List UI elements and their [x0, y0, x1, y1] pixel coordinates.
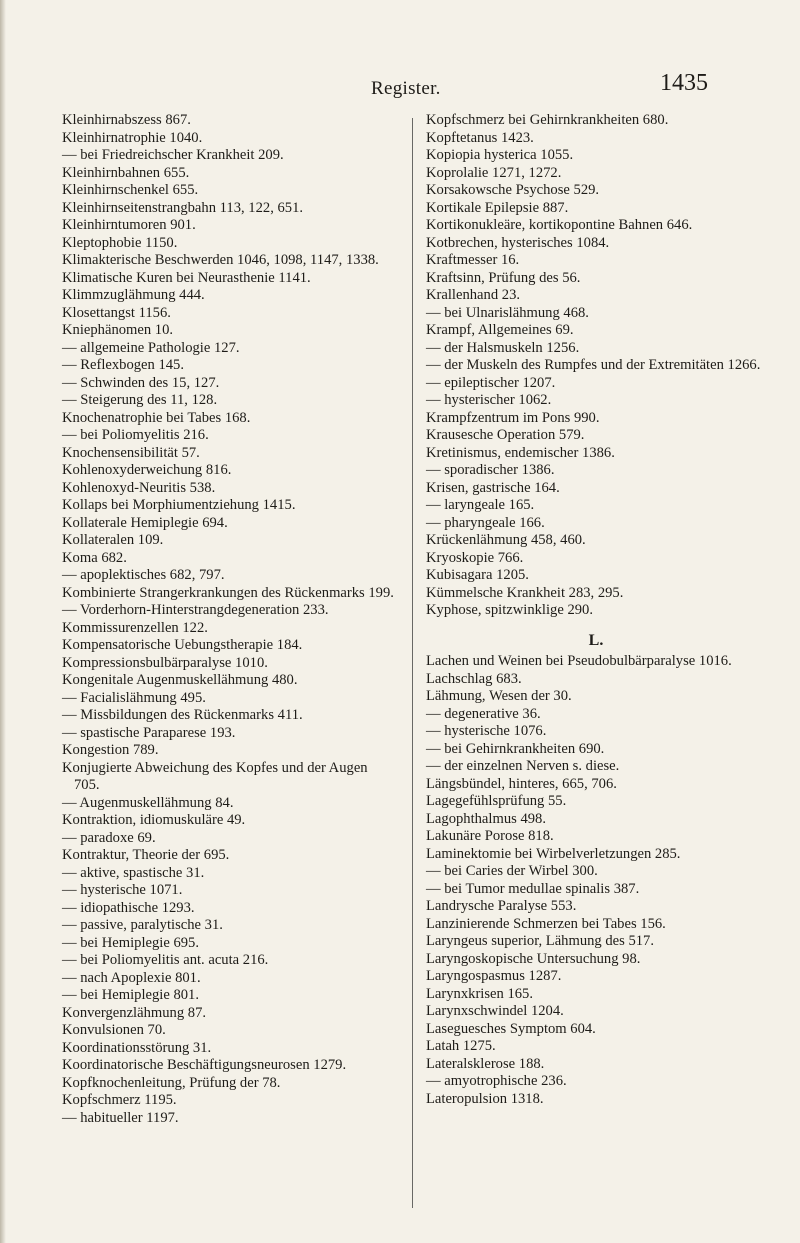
index-entry: Krausesche Operation 579.: [426, 427, 585, 443]
index-entry: Kleinhirnabszess 867.: [62, 112, 191, 128]
index-entry: Lähmung, Wesen der 30.: [426, 688, 572, 704]
index-entry: Krampf, Allgemeines 69.: [426, 322, 574, 338]
section-letter-heading: L.: [588, 631, 604, 649]
index-entry: Klimakterische Beschwerden 1046, 1098, 1147, 1338.: [62, 252, 379, 268]
index-entry: Krückenlähmung 458, 460.: [426, 532, 586, 548]
index-entry: Kontraktur, Theorie der 695.: [62, 847, 230, 863]
index-entry: Kümmelsche Krankheit 283, 295.: [426, 584, 624, 601]
index-entry: — habitueller 1197.: [62, 1109, 179, 1126]
index-entry: Kortikale Epilepsie 887.: [426, 199, 569, 216]
index-entry: Lanzinierende Schmerzen bei Tabes 156.: [426, 915, 666, 932]
index-entry: — idiopathische 1293.: [62, 899, 195, 916]
index-entry: Kommissurenzellen 122.: [62, 619, 208, 636]
page-edge-shadow: [0, 0, 6, 1243]
index-entry: — amyotrophische 236.: [426, 1073, 567, 1089]
index-entry: Lateropulsion 1318.: [426, 1090, 544, 1107]
index-entry: Konjugierte Abweichung des Kopfes und der Augen 705.: [62, 759, 368, 793]
index-entry: — hysterische 1076.: [426, 723, 547, 739]
right-column-k-entries: [426, 112, 766, 620]
index-entry: Krampfzentrum im Pons 990.: [426, 409, 600, 426]
index-entry: — aktive, spastische 31.: [62, 864, 205, 881]
index-entry: — degenerative 36.: [426, 705, 541, 722]
index-entry: — der Halsmuskeln 1256.: [426, 339, 580, 356]
index-entry: — bei Friedreichscher Krankheit 209.: [62, 147, 284, 163]
index-entry: Konvulsionen 70.: [62, 1022, 166, 1038]
index-entry: Lachschlag 683.: [426, 670, 522, 687]
index-entry: Kopfschmerz 1195.: [62, 1092, 177, 1108]
index-entry: Kretinismus, endemischer 1386.: [426, 444, 615, 461]
running-title: Register.: [371, 78, 441, 99]
index-entry: Lagegefühlsprüfung 55.: [426, 793, 567, 809]
index-entry: Koordinationsstörung 31.: [62, 1039, 212, 1056]
index-entry: — bei Poliomyelitis ant. acuta 216.: [62, 952, 269, 968]
index-entry: — bei Hemiplegie 801.: [62, 987, 199, 1003]
index-entry: — Reflexbogen 145.: [62, 357, 184, 373]
index-entry: Korsakowsche Psychose 529.: [426, 182, 600, 198]
index-entry: Kongestion 789.: [62, 742, 159, 758]
index-entry: Latah 1275.: [426, 1038, 496, 1054]
index-entry: Laryngeus superior, Lähmung des 517.: [426, 933, 654, 949]
index-entry: — hysterische 1071.: [62, 882, 183, 898]
index-entry: Längsbündel, hinteres, 665, 706.: [426, 775, 617, 792]
index-entry: — passive, paralytische 31.: [62, 917, 223, 933]
right-column: [426, 112, 766, 1108]
index-entry: Kompressionsbulbärparalyse 1010.: [62, 654, 268, 671]
index-entry: — paradoxe 69.: [62, 829, 156, 846]
index-entry: Larynxkrisen 165.: [426, 985, 533, 1002]
index-entry: Lagophthalmus 498.: [426, 810, 546, 827]
index-entry: — der Muskeln des Rumpfes und der Extremitäten 1266.: [426, 357, 761, 373]
index-entry: — Facialislähmung 495.: [62, 689, 206, 706]
index-entry: Kombinierte Strangerkrankungen des Rückenmarks 199.: [62, 584, 394, 601]
index-entry: Klimmzuglähmung 444.: [62, 287, 205, 303]
index-entry: Kraftmesser 16.: [426, 252, 520, 268]
index-entry: Kleinhirnseitenstrangbahn 113, 122, 651.: [62, 199, 304, 216]
column-divider: [412, 118, 413, 1208]
index-entry: Landrysche Paralyse 553.: [426, 898, 577, 914]
index-entry: Kleinhirnatrophie 1040.: [62, 129, 203, 146]
index-entry: Kompensatorische Uebungstherapie 184.: [62, 637, 303, 653]
index-entry: — bei Hemiplegie 695.: [62, 934, 199, 951]
index-entry: Kollaps bei Morphiumentziehung 1415.: [62, 497, 296, 513]
index-entry: Kollaterale Hemiplegie 694.: [62, 514, 228, 531]
index-entry: Kopfschmerz bei Gehirnkrankheiten 680.: [426, 112, 669, 128]
right-column-l-entries: [426, 653, 766, 1108]
index-entry: Kleinhirnbahnen 655.: [62, 164, 190, 181]
index-entry: Kotbrechen, hysterisches 1084.: [426, 234, 610, 251]
index-entry: — epileptischer 1207.: [426, 374, 556, 391]
index-entry: Kleptophobie 1150.: [62, 234, 178, 251]
index-entry: Kopftetanus 1423.: [426, 129, 534, 146]
index-entry: Krisen, gastrische 164.: [426, 479, 560, 496]
index-entry: — Augenmuskellähmung 84.: [62, 794, 234, 811]
index-entry: Kongenitale Augenmuskellähmung 480.: [62, 672, 298, 688]
index-entry: Kopfknochenleitung, Prüfung der 78.: [62, 1074, 281, 1091]
index-entry: Kleinhirntumoren 901.: [62, 217, 196, 233]
index-entry: — bei Tumor medullae spinalis 387.: [426, 880, 640, 897]
index-entry: Kohlenoxyd-Neuritis 538.: [62, 479, 216, 496]
index-entry: — laryngeale 165.: [426, 497, 535, 513]
index-entry: Klosettangst 1156.: [62, 304, 171, 321]
index-entry: — spastische Paraparese 193.: [62, 724, 236, 741]
index-entry: — bei Caries der Wirbel 300.: [426, 863, 598, 879]
index-entry: Konvergenzlähmung 87.: [62, 1004, 207, 1021]
index-entry: Kortikonukleäre, kortikopontine Bahnen 646.: [426, 217, 693, 233]
index-entry: Knochenatrophie bei Tabes 168.: [62, 409, 251, 426]
index-entry: — hysterischer 1062.: [426, 392, 552, 408]
page-number: 1435: [660, 70, 708, 96]
index-entry: — sporadischer 1386.: [426, 462, 555, 478]
index-entry: Laminektomie bei Wirbelverletzungen 285.: [426, 845, 681, 862]
index-entry: — nach Apoplexie 801.: [62, 969, 201, 986]
index-entry: — pharyngeale 166.: [426, 514, 545, 531]
index-entry: Koprolalie 1271, 1272.: [426, 164, 562, 181]
index-entry: Klimatische Kuren bei Neurasthenie 1141.: [62, 269, 311, 286]
index-entry: Lateralsklerose 188.: [426, 1055, 545, 1072]
index-entry: Kubisagara 1205.: [426, 567, 529, 583]
index-entry: — Schwinden des 15, 127.: [62, 374, 220, 391]
left-column: [62, 112, 394, 1127]
page-header: [0, 70, 800, 100]
index-entry: Kontraktion, idiomuskuläre 49.: [62, 812, 246, 828]
index-entry: Kollateralen 109.: [62, 532, 164, 548]
index-entry: — Missbildungen des Rückenmarks 411.: [62, 707, 303, 723]
index-entry: Laseguesches Symptom 604.: [426, 1020, 596, 1037]
index-entry: Kryoskopie 766.: [426, 549, 524, 566]
index-entry: Krallenhand 23.: [426, 287, 521, 303]
index-entry: — Steigerung des 11, 128.: [62, 392, 218, 408]
index-entry: — bei Poliomyelitis 216.: [62, 427, 209, 443]
index-entry: Laryngoskopische Untersuchung 98.: [426, 950, 641, 967]
index-entry: Kraftsinn, Prüfung des 56.: [426, 269, 581, 286]
index-entry: Kleinhirnschenkel 655.: [62, 182, 199, 198]
index-entry: Lakunäre Porose 818.: [426, 828, 554, 844]
index-entry: Kniephänomen 10.: [62, 322, 174, 338]
index-entry: Knochensensibilität 57.: [62, 444, 200, 461]
index-entry: — bei Gehirnkrankheiten 690.: [426, 740, 605, 757]
index-entry: Kohlenoxyderweichung 816.: [62, 462, 232, 478]
index-entry: Laryngospasmus 1287.: [426, 968, 562, 984]
index-entry: — bei Ulnarislähmung 468.: [426, 304, 589, 321]
index-entry: Koma 682.: [62, 549, 127, 566]
index-entry: — Vorderhorn-Hinterstrangdegeneration 233.: [62, 602, 329, 618]
index-entry: Kopiopia hysterica 1055.: [426, 147, 574, 163]
index-entry: Lachen und Weinen bei Pseudobulbärparalyse 1016.: [426, 653, 732, 669]
index-entry: — apoplektisches 682, 797.: [62, 567, 225, 583]
index-entry: — der einzelnen Nerven s. diese.: [426, 758, 620, 774]
index-entry: Larynxschwindel 1204.: [426, 1003, 564, 1019]
index-entry: Koordinatorische Beschäftigungsneurosen 1279.: [62, 1057, 347, 1073]
index-entry: — allgemeine Pathologie 127.: [62, 339, 240, 356]
index-entry: Kyphose, spitzwinklige 290.: [426, 602, 594, 618]
